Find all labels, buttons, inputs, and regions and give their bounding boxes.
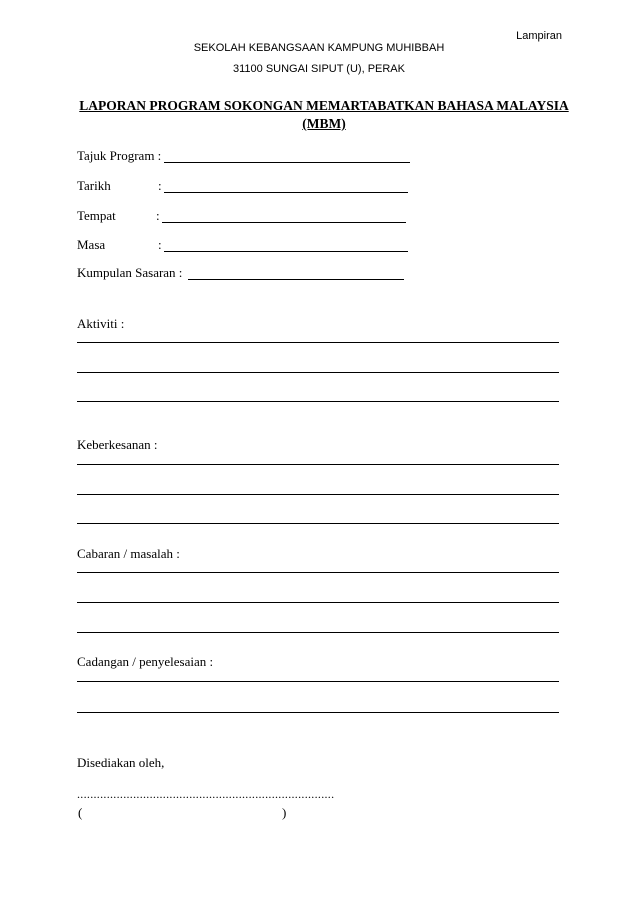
- keberkesanan-line[interactable]: [77, 464, 559, 465]
- cadangan-line[interactable]: [77, 712, 559, 713]
- report-title-line1: LAPORAN PROGRAM SOKONGAN MEMARTABATKAN BAHASA MALAYSIA: [79, 98, 569, 113]
- tarikh-colon: :: [158, 178, 162, 193]
- aktiviti-label: Aktiviti :: [77, 316, 125, 331]
- cabaran-line[interactable]: [77, 632, 559, 633]
- masa-label: Masa: [77, 237, 106, 252]
- aktiviti-line[interactable]: [77, 372, 559, 373]
- cabaran-line[interactable]: [77, 572, 559, 573]
- signature-dotted-line[interactable]: ..............................................................................: [77, 787, 335, 801]
- tajuk-program-line[interactable]: [164, 162, 410, 163]
- disediakan-oleh-label: Disediakan oleh,: [77, 755, 165, 770]
- lampiran-label: Lampiran: [516, 30, 562, 42]
- tempat-line[interactable]: [162, 222, 406, 223]
- keberkesanan-line[interactable]: [77, 523, 559, 524]
- cadangan-line[interactable]: [77, 681, 559, 682]
- cadangan-label: Cadangan / penyelesaian :: [77, 654, 214, 669]
- aktiviti-line[interactable]: [77, 342, 559, 343]
- tempat-label: Tempat: [77, 208, 116, 223]
- tempat-colon: :: [156, 208, 160, 223]
- tajuk-program-label: Tajuk Program :: [77, 148, 162, 163]
- cabaran-line[interactable]: [77, 602, 559, 603]
- masa-colon: :: [158, 237, 162, 252]
- masa-line[interactable]: [164, 251, 408, 252]
- cabaran-label: Cabaran / masalah :: [77, 546, 180, 561]
- tarikh-line[interactable]: [164, 192, 408, 193]
- report-title-line2: (MBM): [302, 116, 346, 131]
- keberkesanan-line[interactable]: [77, 494, 559, 495]
- name-open-parenthesis: (: [78, 805, 83, 820]
- tarikh-label: Tarikh: [77, 178, 111, 193]
- kumpulan-sasaran-label: Kumpulan Sasaran :: [77, 265, 183, 280]
- kumpulan-sasaran-line[interactable]: [188, 279, 404, 280]
- name-close-parenthesis: ): [282, 805, 287, 820]
- aktiviti-line[interactable]: [77, 401, 559, 402]
- keberkesanan-label: Keberkesanan :: [77, 437, 158, 452]
- school-name: SEKOLAH KEBANGSAAN KAMPUNG MUHIBBAH: [193, 42, 445, 54]
- school-address: 31100 SUNGAI SIPUT (U), PERAK: [233, 63, 405, 75]
